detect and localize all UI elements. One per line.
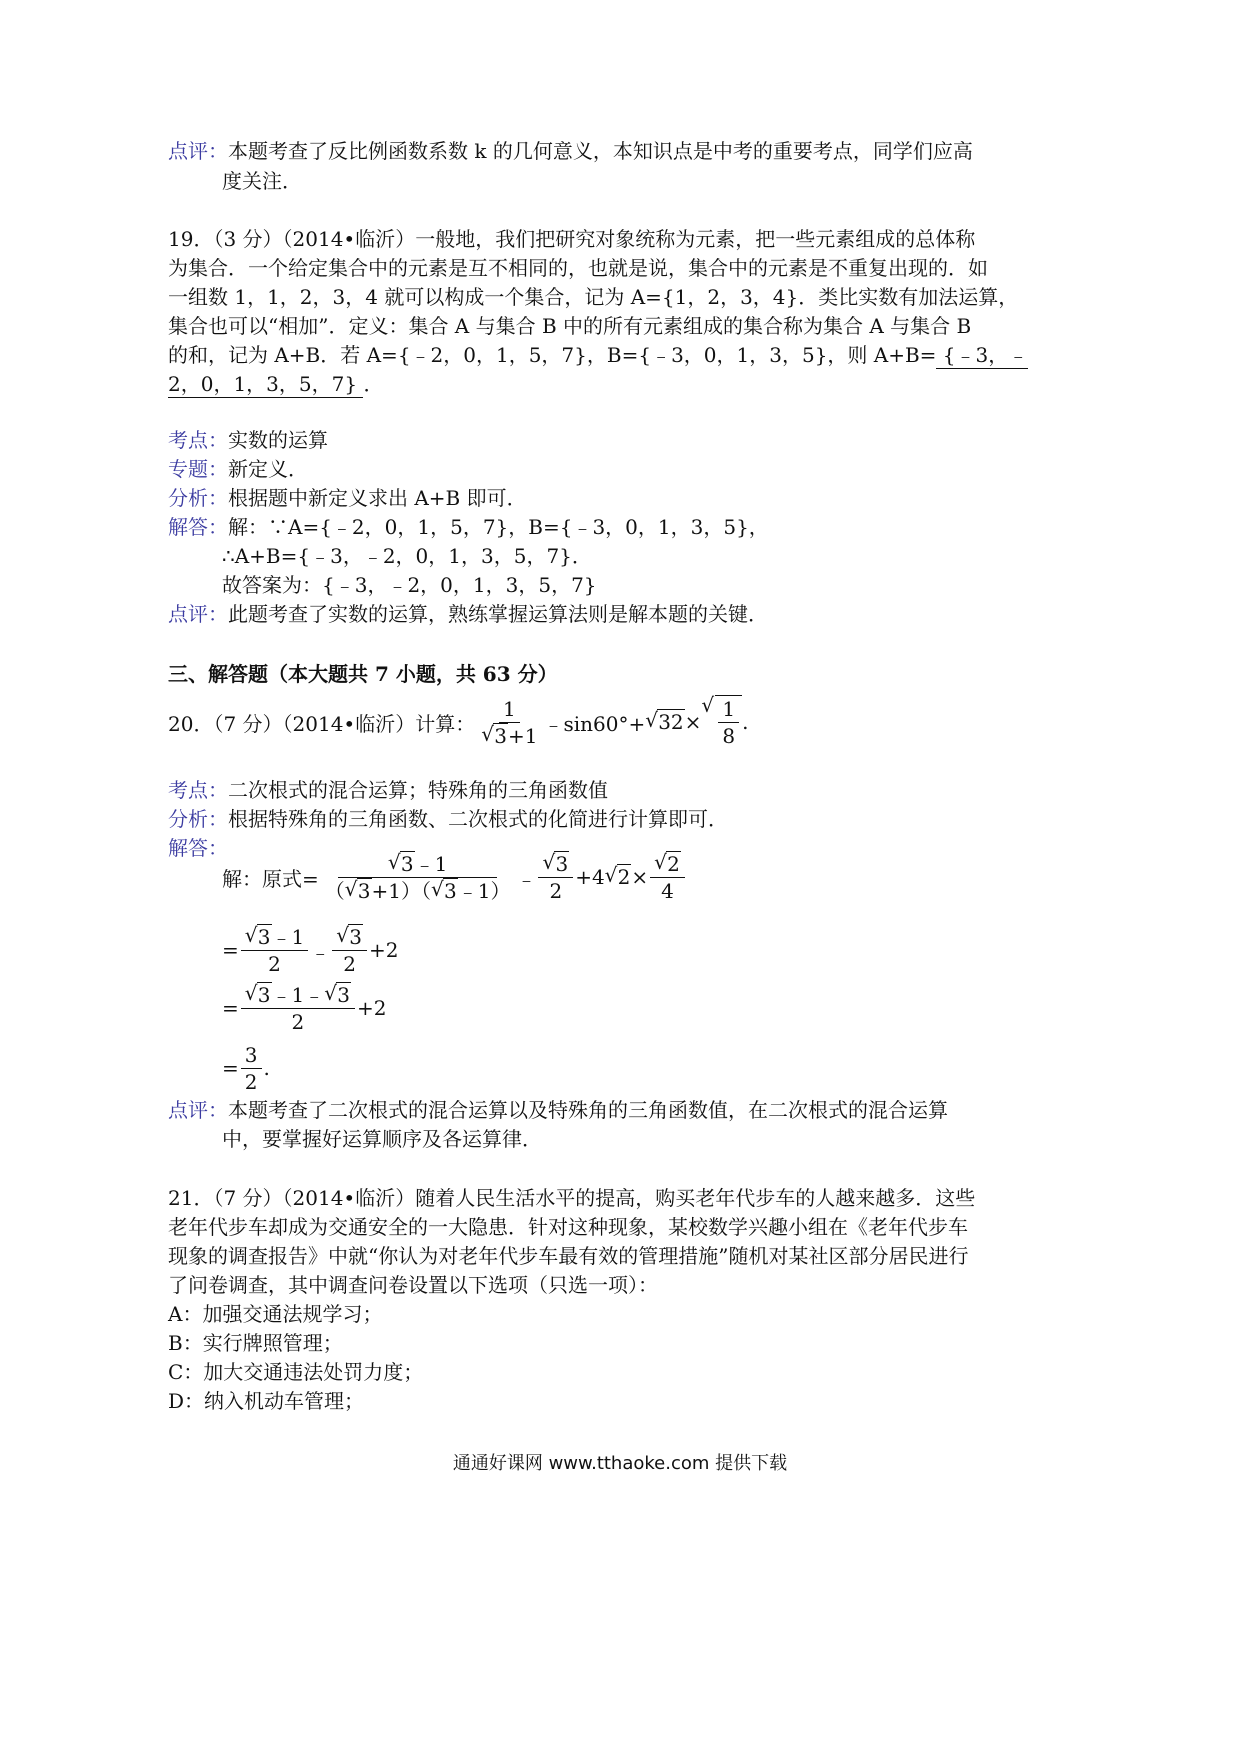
review-text-cont: 度关注． [222,169,302,193]
q21-line2: 老年代步车却成为交通安全的一大隐患．针对这种现象，某校数学兴趣小组在《老年代步车 [168,1215,968,1239]
q20-prefix: 20．（7 分）（2014•临沂）计算： [168,711,476,736]
sqrt-sign [542,851,569,877]
fraction-denominator: 8 [722,724,736,748]
plus-two: +2 [368,938,399,962]
fraction-denominator: 2 [343,951,356,976]
q20-kaodian [168,776,608,804]
fraction-numerator [241,982,355,1009]
q21-option-c: C：加大交通违法处罚力度； [168,1360,424,1384]
q19-jieda-step3: 故答案为：{﹣3，﹣2，0，1，3，5，7} [222,573,597,597]
radicand: 3 [494,723,507,748]
period: . [742,710,749,734]
review-row [168,137,973,165]
fenxi-label: 分析： [168,486,228,510]
q19-line1: 19．（3 分）（2014•临沂）一般地，我们把研究对象统称为元素，把一些元素组成的总体称 [168,227,976,251]
jieda-label: 解答： [168,515,228,539]
q20-fenxi [168,805,728,833]
times-sign: × [684,710,702,734]
q19-kaodian [168,426,328,454]
sqrt-sign [324,982,351,1008]
fraction-denominator: 2 [291,1009,305,1034]
q19-jieda [168,513,769,541]
sqrt-2 [605,865,632,889]
fraction-numerator [332,924,367,951]
step0-fraction2 [538,851,573,904]
q21-option-b: B：实行牌照管理； [168,1331,343,1355]
q19-line6 [168,370,383,398]
sqrt-sign [245,982,272,1008]
radicand: 3 [555,851,569,876]
step2-fraction [241,982,355,1035]
q21-option-d: D：纳入机动车管理； [168,1389,365,1413]
kaodian-text: 实数的运算 [228,428,328,452]
review-label: 点评： [168,1098,228,1122]
den-tail: +1 [507,723,538,748]
step0-prefix: 解：原式= [222,866,319,891]
radicand: 2 [617,865,631,889]
step1-fraction [241,924,308,977]
radicand: 3 [337,982,350,1007]
fraction-numerator: 1 [499,696,520,723]
kaodian-label: 考点： [168,428,228,452]
radicand: 3 [443,878,457,903]
review-label: 点评： [168,602,228,626]
radicand: 3 [257,924,271,949]
plus-four: +4 [575,865,605,889]
fraction-denominator [321,878,515,904]
q19-review [168,600,768,628]
sqrt-sign [345,878,372,904]
fraction-denominator: 2 [244,1069,258,1094]
q19-line5 [168,341,1028,369]
sqrt-32 [645,710,684,734]
review-label: 点评： [168,139,228,163]
kaodian-text: 二次根式的混合运算；特殊角的三角函数值 [228,778,608,802]
q20-problem [168,690,749,754]
num-tail: ﹣1 [271,924,305,949]
q20-step3 [222,1040,270,1096]
page-footer: 通通好课网 www.tthaoke.com 提供下载 [452,1453,788,1474]
sqrt-sign [388,851,415,877]
paren: （ [324,878,345,903]
equals-sign: = [222,1056,239,1080]
radicand: 2 [667,851,680,876]
q19-answer-part2: 2，0，1，3，5，7} [168,372,364,396]
radicand: 32 [658,710,684,734]
fenxi-text: 根据题中新定义求出 A+B 即可． [228,486,527,510]
sqrt-fraction [701,695,742,749]
q21-line3: 现象的调查报告》中就“你认为对老年代步车最有效的管理措施”随机对某社区部分居民进行 [168,1244,969,1268]
fraction-denominator: 4 [661,878,674,903]
radicand: 3 [400,851,414,876]
fraction-numerator: √ 1 [718,696,739,723]
q19-line2: 为集合．一个给定集合中的元素是互不相同的，也就是说，集合中的元素是不重复出现的．如 [168,256,988,280]
kaodian-label: 考点： [168,778,228,802]
sqrt-sign [245,924,272,950]
q20-jieda-label-row [168,834,228,862]
jieda-label: 解答： [168,836,228,860]
fenxi-label: 分析： [168,807,228,831]
minus-sign: ﹣ [516,866,537,891]
q19-zhuanti [168,455,308,483]
radicand: 3 [357,878,371,903]
q21-line4: 了问卷调查，其中调查问卷设置以下选项（只选一项）： [168,1273,658,1297]
review-text: 本题考查了二次根式的混合运算以及特殊角的三角函数值，在二次根式的混合运算 [228,1098,948,1122]
num-tail: ﹣1 [414,851,448,876]
q20-step2 [222,978,386,1038]
radicand: 3 [257,982,271,1007]
q19-line6-end: ． [363,372,384,396]
step0-fraction3 [650,851,685,904]
num-mid: ﹣1﹣ [271,982,325,1007]
den-end: ﹣1） [457,878,511,903]
sqrt-sign [654,851,681,877]
fenxi-text: 根据特殊角的三角函数、二次根式的化简进行计算即可． [228,807,728,831]
step3-fraction [241,1042,262,1095]
step0-fraction [321,851,515,904]
q19-line3: 一组数 1，1，2，3，4 就可以构成一个集合，记为 A={1，2，3，4}．类比实数有加法运算， [168,285,1019,309]
equals-sign: = [222,938,239,962]
q19-line5-text: 的和，记为 A+B．若 A={﹣2，0，1，5，7}，B={﹣3，0，1，3，5}，则 A+B= [168,343,937,367]
zhuanti-text: 新定义． [228,457,308,481]
q21-line1: 21．（7 分）（2014•临沂）随着人民生活水平的提高，购买老年代步车的人越来越多．这些 [168,1186,976,1210]
fraction-numerator [650,851,685,878]
jieda-step1: 解：∵A={﹣2，0，1，5，7}，B={﹣3，0，1，3，5}， [228,515,769,539]
minus-sign: ﹣ [310,939,331,964]
q20-step1 [222,920,398,980]
fraction-numerator: 3 [241,1042,262,1069]
plus-two: +2 [356,996,387,1020]
equals-sign: = [222,996,239,1020]
step1-fraction2 [332,924,367,977]
fraction-denominator: 2 [268,951,281,976]
den-mid: +1）（ [371,878,431,903]
q20-step0 [222,846,687,908]
zhuanti-label: 专题： [168,457,228,481]
inner-fraction [718,696,739,749]
q20-fraction [477,696,541,749]
fraction-numerator [338,851,497,878]
q19-fenxi [168,484,527,512]
q20-review-cont: 中，要掌握好运算顺序及各运算律． [222,1127,542,1151]
fraction-denominator [477,723,541,749]
section-heading: 三、解答题（本大题共 7 小题，共 63 分） [168,662,558,686]
q20-mid: ﹣sin60°+ [543,711,646,736]
review-text: 本题考查了反比例函数系数 k 的几何意义，本知识点是中考的重要考点，同学们应高 [228,139,973,163]
sqrt-sign [336,924,363,950]
sqrt-sign [431,878,458,904]
radicand: 3 [349,924,362,949]
q20-review [168,1096,948,1124]
q21-option-a: A：加强交通法规学习； [168,1302,383,1326]
q19-line4: 集合也可以“相加”．定义：集合 A 与集合 B 中的所有元素组成的集合称为集合 A 与集合 B [168,314,972,338]
times-sign: × [631,865,649,889]
radicand [715,695,742,749]
fraction-denominator: 2 [549,878,563,903]
q19-answer-part1: {﹣3，﹣ [936,343,1029,367]
fraction-numerator [538,851,573,878]
q19-jieda-step2: ∴A+B={﹣3，﹣2，0，1，3，5，7}． [222,544,592,568]
period: . [263,1056,270,1080]
sqrt-sign [481,723,508,749]
fraction-numerator [241,924,308,951]
review-text: 此题考查了实数的运算，熟练掌握运算法则是解本题的关键． [228,602,768,626]
